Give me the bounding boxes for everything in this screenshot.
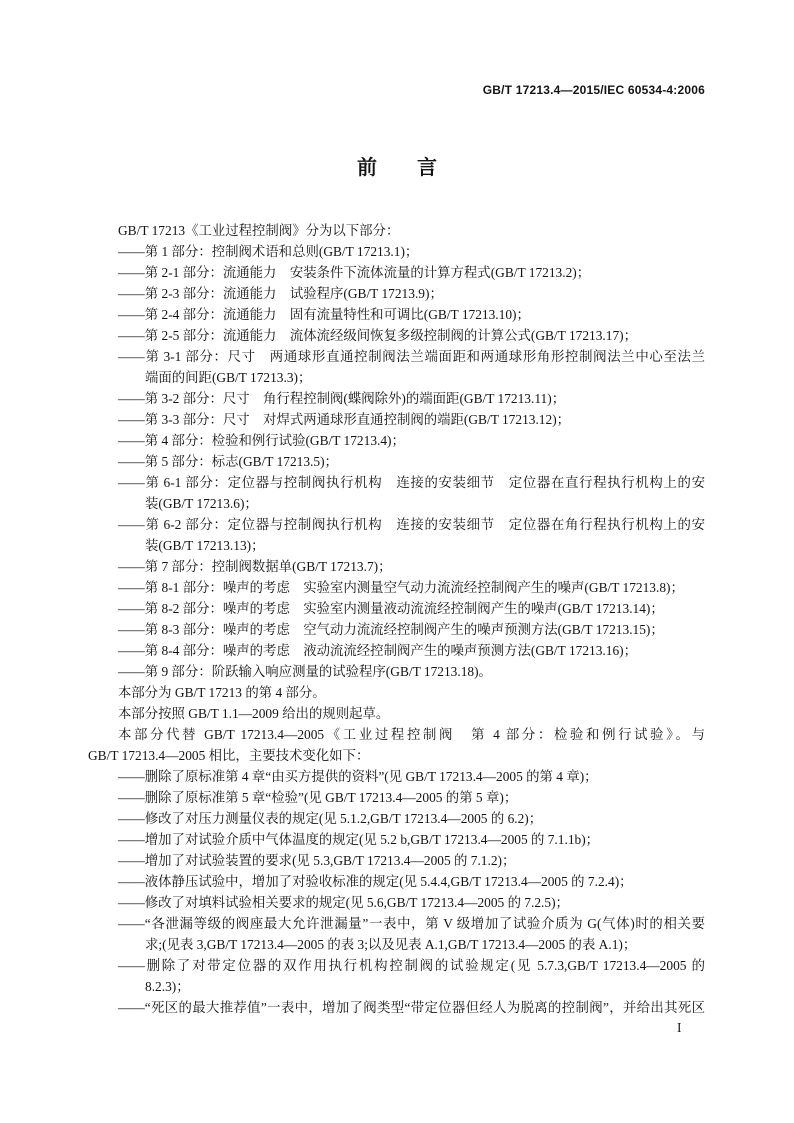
part-list-item: ——第 2-1 部分：流通能力 安装条件下流体流量的计算方程式(GB/T 17213.2)； [118, 265, 591, 280]
list-item-continuation: 求;(见表 3,GB/T 17213.4—2005 的表 3;以及见表 A.1,GB/T 17213.4—2005 的表 A.1)； [145, 937, 637, 952]
list-item-continuation: 装(GB/T 17213.13)； [145, 538, 265, 553]
change-list-item: ——删除了原标准第 4 章“由买方提供的资料”(见 GB/T 17213.4—2005 的第 4 章)； [118, 769, 598, 784]
change-list-item: ——增加了对试验介质中气体温度的规定(见 5.2 b,GB/T 17213.4—2005 的 7.1.1b)； [118, 832, 600, 847]
page-title: 前 言 [357, 155, 447, 179]
part-list-item: ——第 2-4 部分：流通能力 固有流量特性和可调比(GB/T 17213.10)； [118, 307, 530, 322]
change-list-item: ——“死区的最大推荐值”一表中，增加了阀类型“带定位器但经人为脱离的控制阀”，并给出其死区 [118, 1000, 705, 1015]
change-list-item: ——增加了对试验装置的要求(见 5.3,GB/T 17213.4—2005 的 7.1.2)； [118, 853, 516, 868]
part-list-item: ——第 1 部分：控制阀术语和总则(GB/T 17213.1)； [118, 244, 419, 259]
change-list-item: ——删除了原标准第 5 章“检验”(见 GB/T 17213.4—2005 的第 5 章)； [118, 790, 518, 805]
part-list-item: ——第 2-3 部分：流通能力 试验程序(GB/T 17213.9)； [118, 286, 443, 301]
part-list-item: ——第 3-3 部分：尺寸 对焊式两通球形直通控制阀的端距(GB/T 17213.12)； [118, 412, 571, 427]
list-item-continuation: 8.2.3)； [145, 979, 190, 994]
change-list-item: ——“各泄漏等级的阀座最大允许泄漏量”一表中，第 V 级增加了试验介质为 G(气体)时的相关要 [118, 916, 705, 931]
body-paragraph: 本部分为 GB/T 17213 的第 4 部分。 [118, 685, 326, 700]
change-list-item: ——修改了对填料试验相关要求的规定(见 5.6,GB/T 17213.4—2005 的 7.2.5)； [118, 895, 569, 910]
part-list-item: ——第 8-2 部分：噪声的考虑 实验室内测量液动流流经控制阀产生的噪声(GB/T 17213.14)； [118, 601, 664, 616]
foreword-body [88, 220, 705, 1018]
change-list-item: ——液体静压试验中，增加了对验收标准的规定(见 5.4.4,GB/T 17213.4—2005 的 7.2.4)； [118, 874, 633, 889]
change-list-item: ——修改了对压力测量仪表的规定(见 5.1.2,GB/T 17213.4—2005 的 6.2)； [118, 811, 543, 826]
part-list-item: ——第 5 部分：标志(GB/T 17213.5)； [118, 454, 338, 469]
page-number: I [677, 1020, 682, 1035]
part-list-item: ——第 9 部分：阶跃输入响应测量的试验程序(GB/T 17213.18)。 [118, 664, 492, 679]
part-list-item: ——第 6-2 部分：定位器与控制阀执行机构 连接的安装细节 定位器在角行程执行机构上的安 [118, 517, 705, 532]
standard-code-header: GB/T 17213.4—2015/IEC 60534-4:2006 [482, 83, 705, 97]
list-item-continuation: 装(GB/T 17213.6)； [145, 496, 258, 511]
paragraph-continuation: GB/T 17213.4—2005 相比，主要技术变化如下： [88, 748, 370, 763]
part-list-item: ——第 6-1 部分：定位器与控制阀执行机构 连接的安装细节 定位器在直行程执行机构上的安 [118, 475, 705, 490]
part-list-item: ——第 2-5 部分：流通能力 流体流经级间恢复多级控制阀的计算公式(GB/T 17213.17)； [118, 328, 638, 343]
intro-paragraph: GB/T 17213《工业过程控制阀》分为以下部分： [118, 223, 400, 238]
change-list-item: ——删除了对带定位器的双作用执行机构控制阀的试验规定(见 5.7.3,GB/T 17213.4—2005 的 [118, 958, 705, 973]
part-list-item: ——第 8-1 部分：噪声的考虑 实验室内测量空气动力流流经控制阀产生的噪声(GB/T 17213.8)； [118, 580, 684, 595]
part-list-item: ——第 3-2 部分：尺寸 角行程控制阀(蝶阀除外)的端面距(GB/T 17213.11)； [118, 391, 566, 406]
part-list-item: ——第 7 部分：控制阀数据单(GB/T 17213.7)； [118, 559, 392, 574]
part-list-item: ——第 4 部分：检验和例行试验(GB/T 17213.4)； [118, 433, 405, 448]
part-list-item: ——第 3-1 部分：尺寸 两通球形直通控制阀法兰端面距和两通球形角形控制阀法兰中心至法兰 [118, 349, 705, 364]
list-item-continuation: 端面的间距(GB/T 17213.3)； [145, 370, 312, 385]
body-paragraph: 本部分按照 GB/T 1.1—2009 给出的规则起草。 [118, 706, 390, 721]
body-paragraph: 本部分代替 GB/T 17213.4—2005《工业过程控制阀 第 4 部分：检验和例行试验》。与 [118, 727, 705, 742]
part-list-item: ——第 8-3 部分：噪声的考虑 空气动力流流经控制阀产生的噪声预测方法(GB/T 17213.15)； [118, 622, 664, 637]
part-list-item: ——第 8-4 部分：噪声的考虑 液动流流经控制阀产生的噪声预测方法(GB/T 17213.16)； [118, 643, 638, 658]
